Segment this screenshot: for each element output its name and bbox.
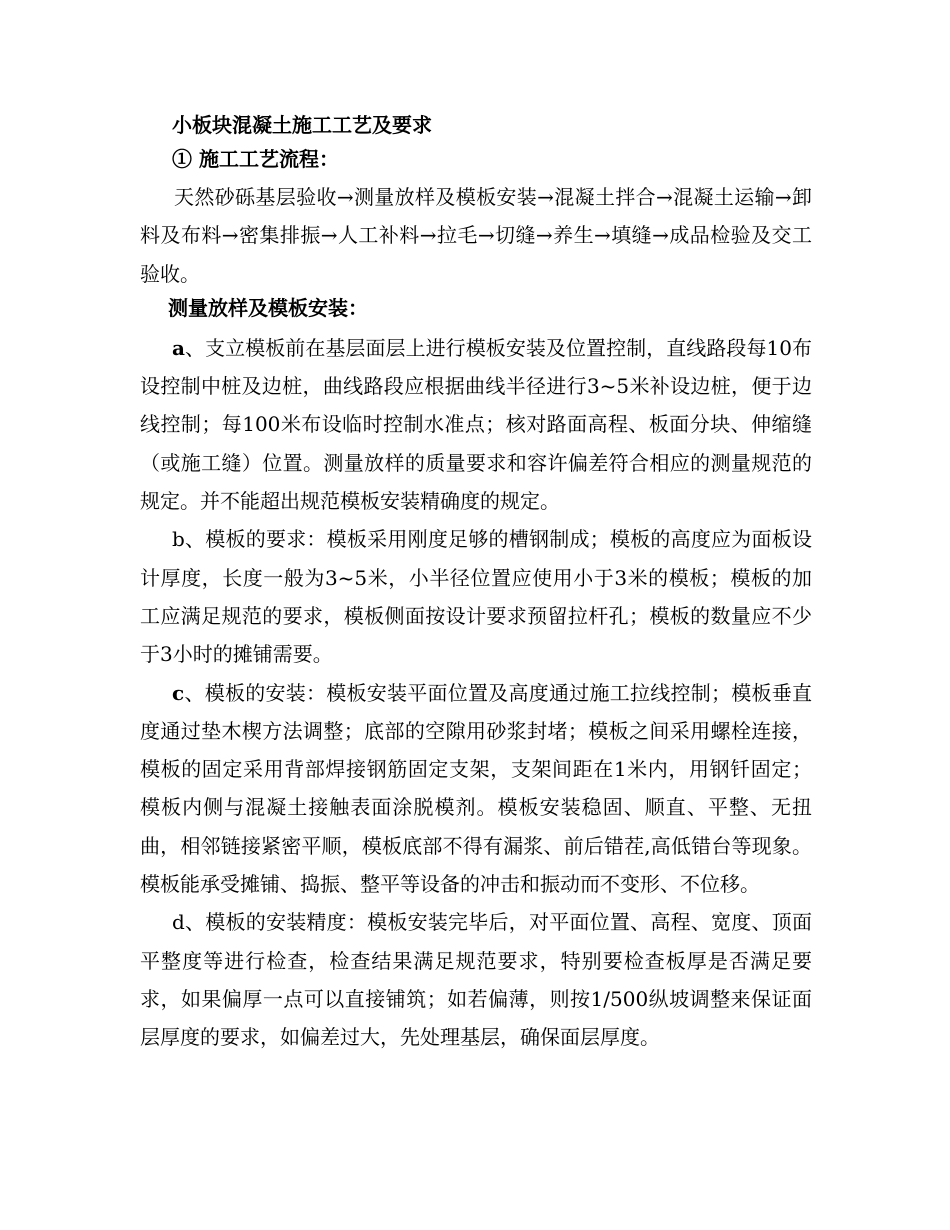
paragraph-item-b: b、模板的要求：模板采用刚度足够的槽钢制成；模板的高度应为面板设计厚度，长度一般为3~5米，小半径位置应使用小于3米的模板；模板的加工应满足规范的要求，模板侧面按设计要求预留拉杆孔；模板的数量应不少于3小时的摊铺需要。 (140, 527, 812, 667)
paragraph-item-c (140, 674, 812, 904)
section-heading-survey-formwork: 测量放样及模板安装： (168, 295, 368, 320)
item-a-marker: a (172, 335, 185, 360)
item-a-text: 、支立模板前在基层面层上进行模板安装及位置控制，直线路段每10布设控制中桩及边桩，曲线路段应根据曲线半径进行3~5米补设边桩，便于边线控制；每100米布设临时控制水准点；核对路面高程、板面分块、伸缩缝（或施工缝）位置。测量放样的质量要求和容许偏差符合相应的测量规范的规定。并不能超出规范模板安装精确度的规定。 (140, 335, 812, 514)
document-page (140, 110, 812, 1057)
paragraph-item-d: d、模板的安装精度：模板安装完毕后，对平面位置、高程、宽度、顶面平整度等进行检查，检查结果满足规范要求，特别要检查板厚是否满足要求，如果偏厚一点可以直接铺筑；如若偏薄，则按1/500纵坡调整来保证面层厚度的要求，如偏差过大，先处理基层，确保面层厚度。 (140, 910, 812, 1050)
document-title: 小板块混凝土施工工艺及要求 (172, 113, 432, 137)
paragraph-process-flow: 天然砂砾基层验收→测量放样及模板安装→混凝土拌合→混凝土运输→卸料及布料→密集排振→人工补料→拉毛→切缝→养生→填缝→成品检验及交工验收。 (140, 185, 812, 286)
paragraph-item-a (140, 329, 812, 520)
item-c-marker: c (172, 680, 185, 705)
item-c-text: 、模板的安装：模板安装平面位置及高度通过施工拉线控制；模板垂直度通过垫木楔方法调整；底部的空隙用砂浆封堵；模板之间采用螺栓连接，模板的固定采用背部焊接钢筋固定支架，支架间距在1米内，用钢钎固定；模板内侧与混凝土接触表面涂脱模剂。模板安装稳固、顺直、平整、无扭曲，相邻链接紧密平顺，模板底部不得有漏浆、前后错茬,高低错台等现象。模板能承受摊铺、捣振、整平等设备的冲击和振动而不变形、不位移。 (140, 680, 812, 897)
section-heading-process-flow: ① 施工工艺流程： (172, 147, 339, 171)
